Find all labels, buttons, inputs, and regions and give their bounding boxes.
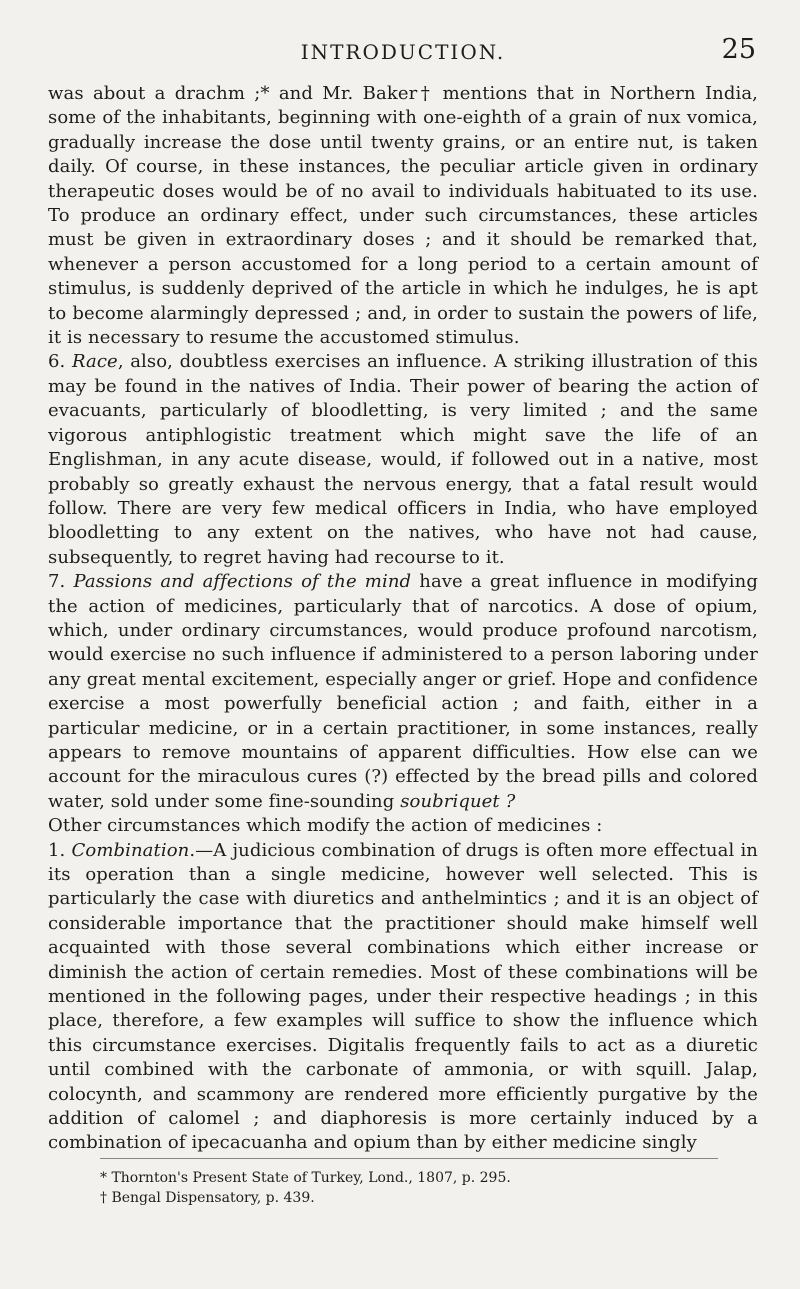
footnote: * Thornton's Present State of Turkey, Lond., 1807, p. 295.	[100, 1170, 511, 1186]
page-header	[48, 30, 758, 82]
running-head: INTRODUCTION.	[300, 40, 506, 64]
section-race	[48, 350, 758, 570]
section-number: 1.	[48, 839, 66, 861]
section-passions	[48, 570, 758, 814]
section-combination	[48, 839, 758, 1156]
paragraph-opening: was about a drachm ;* and Mr. Baker† mentions that in Northern India, some of the inhabitants, beginning with one-eighth of a grain of nux vomica, gradually increase the dose until twenty grains, or an entire nut, is taken daily. Of course, in these instances, the peculiar article given in ordinary therapeutic doses would be of no avail to individuals habituated to its use. To produce an ordinary effect, under such circumstances, these articles must be given in extraordinary doses ; and it should be remarked that, whenever a person accustomed for a long period to a certain amount of stimulus, is suddenly deprived of the article in which he indulges, he is apt to become alarmingly depressed ; and, in order to sustain the powers of life, it is necessary to resume the accustomed stimulus.	[48, 83, 758, 349]
footnote-rule	[100, 1158, 718, 1159]
section-heading: Combination	[71, 839, 190, 861]
footnote: † Bengal Dispensatory, p. 439.	[100, 1190, 315, 1206]
other-circumstances-heading: Other circumstances which modify the action of medicines :	[48, 815, 603, 837]
body-text	[48, 82, 758, 1156]
section-trailing-italic: soubriquet ?	[400, 790, 516, 812]
footnotes	[100, 1168, 758, 1208]
book-page	[48, 30, 758, 1260]
section-number: 7.	[48, 571, 66, 593]
section-heading: Race	[71, 351, 118, 373]
section-text: .—A judicious combination of drugs is often more effectual in its operation than a single medicine, however well selected. This is particularly the case with diuretics and anthelmintics ; and it is an object of considerable importance that the practitioner should make himself well acquainted with those several combinations which either increase or diminish the action of certain remedies. Most of these combinations will be mentioned in the following pages, under their respective headings ; in this place, therefore, a few examples will suffice to show the influence which this circumstance exercises. Digitalis frequently fails to act as a diuretic until combined with the carbonate of ammonia, or with squill. Jalap, colocynth, and scammony are rendered more efficiently purgative by the addition of calomel ; and diaphoresis is more certainly induced by a combination of ipecacuanha and opium than by either medicine singly	[48, 839, 758, 1154]
page-number: 25	[721, 34, 756, 65]
section-number: 6.	[48, 351, 66, 373]
section-text: have a great influence in modifying the action of medicines, particularly that of narcotics. A dose of opium, which, under ordinary circumstances, would produce profound narcotism, would exercise no such influence if administered to a person laboring under any great mental excitement, especially anger or grief. Hope and confidence exercise a most powerfully beneficial action ; and faith, either in a particular medicine, or in a certain practitioner, in some instances, really appears to remove mountains of apparent difficulties. How else can we account for the miraculous cures (?) effected by the bread pills and colored water, sold under some fine-sounding	[48, 571, 758, 812]
section-text: , also, doubtless exercises an influence. A striking illustration of this may be found in the natives of India. Their power of bearing the action of evacuants, particularly of bloodletting, is very limited ; and the same vigorous antiphlogistic treatment which might save the life of an Englishman, in any acute disease, would, if followed out in a native, most probably so greatly exhaust the nervous energy, that a fatal result would follow. There are very few medical officers in India, who have employed bloodletting to any extent on the natives, who have not had cause, subsequently, to regret having had recourse to it.	[48, 351, 758, 568]
section-heading: Passions and affections of the mind	[73, 571, 412, 593]
